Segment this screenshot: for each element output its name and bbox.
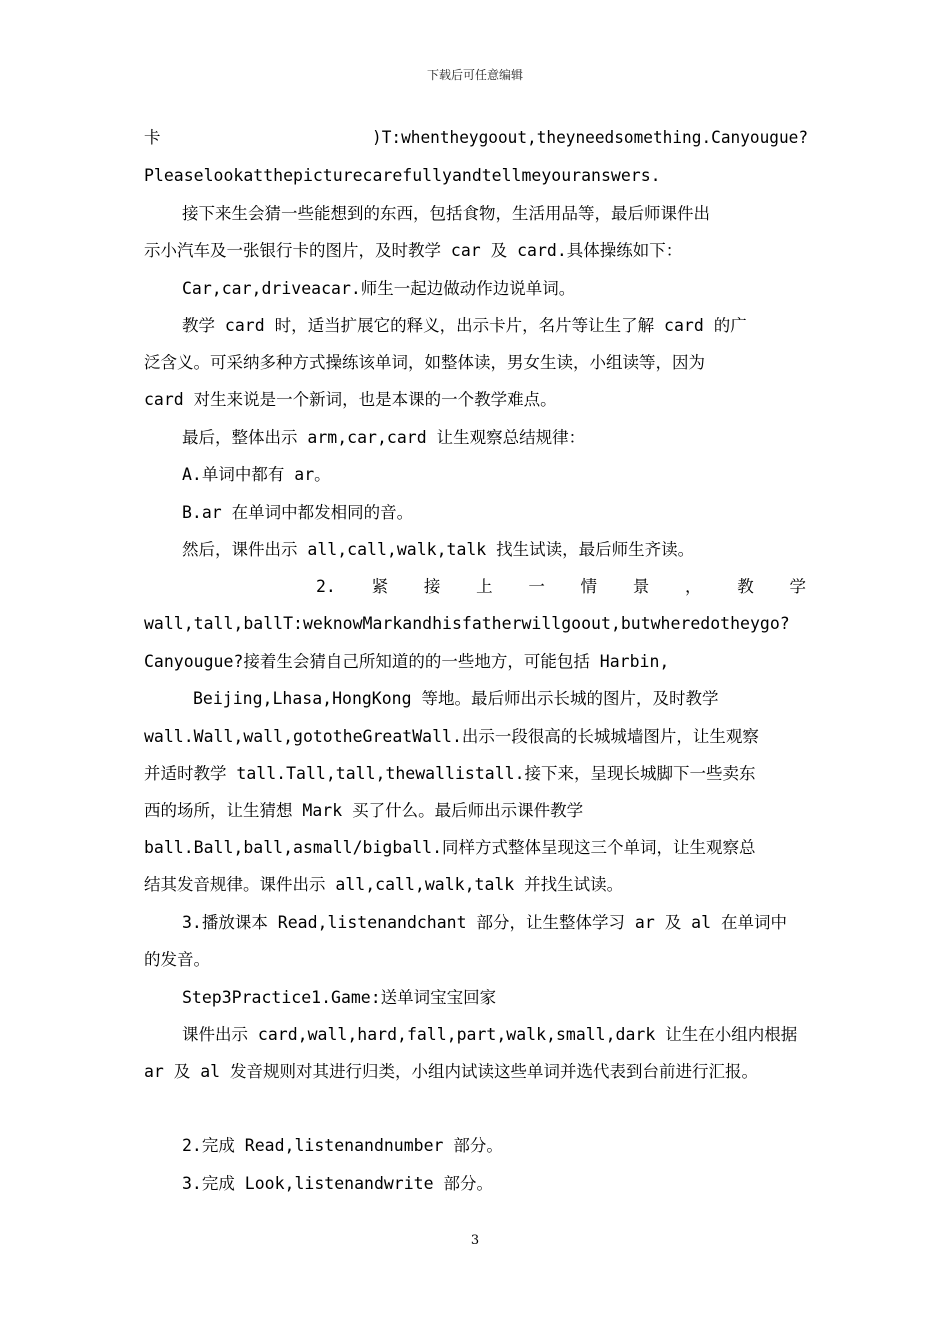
text-line: 3.播放课本 Read,listenandchant 部分，让生整体学习 ar 及 al 在单词中 xyxy=(182,913,787,932)
text-line: 接下来生会猜一些能想到的东西，包括食物，生活用品等，最后师课件出 xyxy=(182,204,710,223)
text-line: 泛含义。可采纳多种方式操练该单词，如整体读，男女生读，小组读等，因为 xyxy=(144,353,705,372)
text-line: 的发音。 xyxy=(144,950,210,969)
text-line: wall.Wall,wall,gototheGreatWall.出示一段很高的长城城墙图片，让生观察 xyxy=(144,727,759,746)
justified-line xyxy=(316,576,806,598)
text-line: 3.完成 Look,listenandwrite 部分。 xyxy=(182,1174,493,1193)
text-line: Step3Practice1.Game:送单词宝宝回家 xyxy=(182,988,497,1007)
justified-char: 2. xyxy=(316,577,336,596)
text-line: 结其发音规律。课件出示 all,call,walk,talk 并找生试读。 xyxy=(144,875,624,894)
text-line: 然后，课件出示 all,call,walk,talk 找生试读，最后师生齐读。 xyxy=(182,540,695,559)
justified-char: 一 xyxy=(528,577,545,596)
text-line: 教学 card 时，适当扩展它的释义，出示卡片，名片等让生了解 card 的广 xyxy=(182,316,747,335)
page-number: 3 xyxy=(470,1233,480,1248)
text-line: 最后，整体出示 arm,car,card 让生观察总结规律： xyxy=(182,428,586,447)
text-line: 并适时教学 tall.Tall,tall,thewallistall.接下来，呈现长城脚下一些卖东 xyxy=(144,764,756,783)
text-line: B.ar 在单词中都发相同的音。 xyxy=(182,503,414,522)
text-line: Beijing,Lhasa,HongKong 等地。最后师出示长城的图片，及时教学 xyxy=(193,689,719,708)
text-line: 西的场所，让生猜想 Mark 买了什么。最后师出示课件教学 xyxy=(144,801,584,820)
text-line: Pleaselookatthepicturecarefullyandtellmeyouranswers. xyxy=(144,166,661,185)
justified-char: 景 xyxy=(632,577,650,596)
text-line: wall,tall,ballT:weknowMarkandhisfatherwillgoout,butwheredotheygo? xyxy=(144,614,790,633)
text-line: 示小汽车及一张银行卡的图片，及时教学 car 及 card.具体操练如下： xyxy=(144,241,683,260)
text-line: 卡 xyxy=(144,128,161,147)
justified-char: 学 xyxy=(789,577,806,596)
justified-char: 紧 xyxy=(371,577,389,596)
justified-char: ， xyxy=(685,577,702,596)
justified-char: 教 xyxy=(737,577,754,596)
text-line: Canyougue?接着生会猜自己所知道的的一些地方，可能包括 Harbin, xyxy=(144,652,670,671)
page-header: 下载后可任意编辑 xyxy=(426,68,523,82)
text-line: ar 及 al 发音规则对其进行归类，小组内试读这些单词并选代表到台前进行汇报。 xyxy=(144,1062,759,1081)
text-line: 2.完成 Read,listenandnumber 部分。 xyxy=(182,1136,503,1155)
justified-char: 接 xyxy=(423,577,441,596)
text-line: 课件出示 card,wall,hard,fall,part,walk,small,dark 让生在小组内根据 xyxy=(182,1025,798,1044)
justified-char: 上 xyxy=(476,577,493,596)
text-line: )T:whentheygoout,theyneedsomething.Canyougue? xyxy=(372,128,809,147)
justified-char: 情 xyxy=(580,577,598,596)
text-line: A.单词中都有 ar。 xyxy=(182,465,331,484)
text-line: ball.Ball,ball,asmall/bigball.同样方式整体呈现这三个单词，让生观察总 xyxy=(144,838,756,857)
text-line: card 对生来说是一个新词，也是本课的一个教学难点。 xyxy=(144,390,557,409)
text-line: Car,car,driveacar.师生一起边做动作边说单词。 xyxy=(182,279,576,298)
